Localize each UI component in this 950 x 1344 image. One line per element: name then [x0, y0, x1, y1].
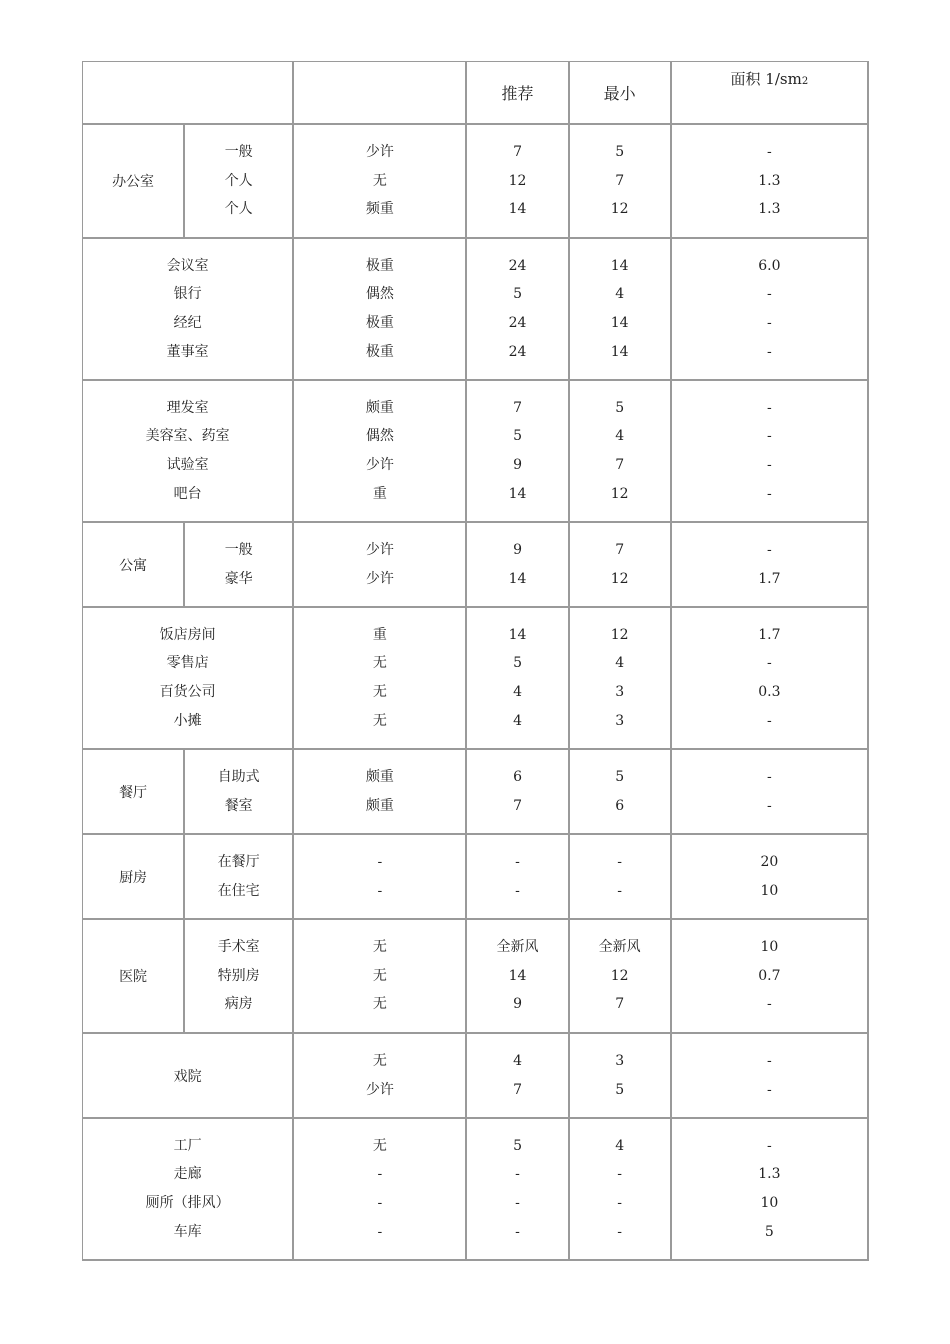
- list-item: 6: [513, 768, 522, 785]
- list-item: 9: [513, 457, 522, 473]
- list-item: 12: [610, 626, 629, 643]
- list-item: 3: [615, 1052, 625, 1069]
- list-item: 7: [615, 172, 625, 189]
- header-row: [83, 62, 869, 125]
- smoking-cell: [294, 239, 467, 381]
- list-item: -: [766, 1052, 772, 1069]
- area-cell: [672, 920, 869, 1034]
- list-item: 重: [372, 626, 387, 643]
- list-item: -: [377, 882, 383, 899]
- list-item: 12: [610, 570, 629, 587]
- item-cell: [185, 523, 294, 608]
- smoking-cell: [294, 608, 467, 750]
- list-item: 自助式: [217, 768, 260, 785]
- list-item: 5: [615, 1081, 625, 1098]
- list-item: 手术室: [217, 939, 260, 956]
- list-item: 无: [372, 655, 387, 672]
- smoking-cell: [294, 750, 467, 835]
- list-item: 14: [610, 257, 629, 274]
- list-item: 餐室: [224, 797, 253, 814]
- recommended-cell: [467, 750, 569, 835]
- list-item: 9: [513, 996, 522, 1013]
- header-area-subscript: 2: [801, 76, 809, 87]
- list-item: -: [515, 882, 520, 899]
- list-item: 董事室: [166, 343, 209, 360]
- table-row: [83, 1034, 869, 1119]
- recommended-cell: [467, 239, 569, 381]
- category-cell: 厨房: [83, 835, 185, 920]
- list-item: 颇重: [365, 797, 394, 814]
- item-cell: [185, 750, 294, 835]
- list-item: -: [766, 428, 772, 445]
- list-item: 颇重: [365, 768, 394, 785]
- list-item: 7: [513, 144, 522, 161]
- recommended-cell: [467, 1119, 569, 1261]
- list-item: 6: [615, 797, 625, 814]
- category-cell: 医院: [83, 920, 185, 1034]
- list-item: 9: [513, 541, 522, 558]
- list-item: 饭店房间: [159, 626, 216, 643]
- list-item: -: [377, 853, 383, 870]
- list-item: 极重: [365, 257, 394, 274]
- list-item: -: [766, 768, 772, 785]
- list-item: 少许: [365, 1081, 394, 1098]
- list-item: 5: [764, 1223, 774, 1240]
- list-item: 1.3: [758, 1166, 781, 1183]
- list-item: 豪华: [224, 570, 253, 587]
- list-item: 4: [615, 428, 625, 445]
- area-cell: [672, 835, 869, 920]
- list-item: 12: [610, 485, 629, 502]
- list-item: 少许: [365, 144, 394, 161]
- list-item: -: [766, 712, 772, 729]
- list-item: 无: [372, 1052, 387, 1069]
- list-item: 重: [372, 485, 387, 502]
- list-item: 5: [615, 144, 625, 161]
- list-item: 7: [513, 797, 522, 814]
- list-item: 5: [615, 768, 625, 785]
- list-item: 极重: [365, 315, 394, 331]
- minimum-cell: [570, 125, 672, 239]
- area-cell: [672, 750, 869, 835]
- list-item: 偶然: [365, 428, 394, 445]
- list-item: 无: [372, 967, 387, 984]
- list-item: 全新风: [598, 939, 641, 956]
- list-item: -: [766, 457, 772, 473]
- list-item: 10: [760, 939, 779, 956]
- list-item: 无: [372, 172, 387, 189]
- list-item: 在住宅: [217, 882, 260, 899]
- recommended-cell: [467, 125, 569, 239]
- smoking-cell: [294, 523, 467, 608]
- header-blank-cell: [294, 62, 467, 125]
- list-item: -: [766, 315, 772, 331]
- item-cell: [185, 835, 294, 920]
- list-item: 无: [372, 684, 387, 700]
- list-item: 1.3: [758, 201, 781, 218]
- list-item: 少许: [365, 570, 394, 587]
- list-item: 极重: [365, 343, 394, 360]
- area-cell: [672, 1034, 869, 1119]
- list-item: 4: [513, 684, 522, 700]
- list-item: 颇重: [365, 399, 394, 416]
- list-item: 频重: [365, 201, 394, 218]
- header-recommended: 推荐: [467, 62, 569, 125]
- list-item: 试验室: [166, 457, 209, 473]
- table-row: [83, 381, 869, 523]
- list-item: 无: [372, 712, 387, 729]
- list-item: 4: [615, 655, 625, 672]
- list-item: -: [617, 1223, 623, 1240]
- smoking-cell: [294, 381, 467, 523]
- list-item: 7: [513, 399, 522, 416]
- list-item: 24: [508, 343, 527, 360]
- list-item: 特别房: [217, 967, 260, 984]
- list-item: -: [766, 1081, 772, 1098]
- area-cell: [672, 523, 869, 608]
- minimum-cell: [570, 835, 672, 920]
- table-row: [83, 608, 869, 750]
- header-area: [672, 62, 869, 125]
- minimum-cell: [570, 1119, 672, 1261]
- list-item: 0.7: [758, 967, 781, 984]
- list-item: 14: [610, 315, 629, 331]
- minimum-cell: [570, 1034, 672, 1119]
- smoking-cell: [294, 835, 467, 920]
- list-item: 吧台: [173, 485, 202, 502]
- list-item: -: [617, 882, 623, 899]
- recommended-cell: [467, 608, 569, 750]
- list-item: -: [617, 1166, 623, 1183]
- list-item: -: [766, 996, 772, 1013]
- list-item: 4: [615, 286, 625, 303]
- item-cell: 戏院: [83, 1034, 294, 1119]
- recommended-cell: [467, 835, 569, 920]
- list-item: -: [617, 1195, 623, 1211]
- smoking-cell: [294, 125, 467, 239]
- ventilation-table: [82, 61, 869, 1261]
- table-row: [83, 523, 869, 608]
- item-cell: [83, 608, 294, 750]
- area-cell: [672, 1119, 869, 1261]
- list-item: 1.7: [758, 570, 781, 587]
- list-item: 5: [615, 399, 625, 416]
- list-item: -: [766, 399, 772, 416]
- list-item: 银行: [173, 286, 202, 303]
- list-item: 14: [508, 570, 527, 587]
- list-item: 厕所（排风）: [145, 1195, 230, 1211]
- item-cell: [83, 381, 294, 523]
- list-item: -: [617, 853, 623, 870]
- list-item: 20: [760, 853, 779, 870]
- list-item: 0.3: [758, 684, 781, 700]
- list-item: 14: [508, 201, 527, 218]
- list-item: 4: [615, 1137, 625, 1154]
- list-item: -: [766, 343, 772, 360]
- list-item: 10: [760, 882, 779, 899]
- list-item: 7: [615, 996, 625, 1013]
- minimum-cell: [570, 523, 672, 608]
- list-item: 5: [513, 655, 522, 672]
- recommended-cell: [467, 523, 569, 608]
- list-item: -: [515, 1195, 520, 1211]
- list-item: -: [515, 1166, 520, 1183]
- list-item: 3: [615, 684, 625, 700]
- table-row: [83, 835, 869, 920]
- list-item: -: [515, 853, 520, 870]
- list-item: -: [766, 144, 772, 161]
- list-item: 14: [508, 485, 527, 502]
- minimum-cell: [570, 608, 672, 750]
- list-item: 12: [610, 967, 629, 984]
- list-item: -: [766, 655, 772, 672]
- header-blank-cell: [83, 62, 294, 125]
- smoking-cell: [294, 1034, 467, 1119]
- area-cell: [672, 125, 869, 239]
- smoking-cell: [294, 920, 467, 1034]
- list-item: -: [766, 485, 772, 502]
- list-item: 10: [760, 1195, 779, 1211]
- smoking-cell: [294, 1119, 467, 1261]
- list-item: 3: [615, 712, 625, 729]
- list-item: 无: [372, 939, 387, 956]
- list-item: -: [766, 541, 772, 558]
- list-item: 6.0: [758, 257, 781, 274]
- list-item: 少许: [365, 457, 394, 473]
- list-item: 14: [508, 626, 527, 643]
- list-item: 会议室: [166, 257, 209, 274]
- list-item: 个人: [224, 201, 253, 218]
- recommended-cell: [467, 381, 569, 523]
- minimum-cell: [570, 239, 672, 381]
- list-item: 24: [508, 315, 527, 331]
- minimum-cell: [570, 750, 672, 835]
- list-item: 5: [513, 428, 522, 445]
- list-item: 一般: [224, 144, 253, 161]
- category-cell: 公寓: [83, 523, 185, 608]
- list-item: 无: [372, 1137, 387, 1154]
- area-cell: [672, 608, 869, 750]
- list-item: 理发室: [166, 399, 209, 416]
- area-cell: [672, 239, 869, 381]
- table-row: [83, 750, 869, 835]
- list-item: 偶然: [365, 286, 394, 303]
- list-item: 小摊: [173, 712, 202, 729]
- minimum-cell: [570, 381, 672, 523]
- item-cell: [83, 1119, 294, 1261]
- category-cell: 餐厅: [83, 750, 185, 835]
- table-row: [83, 125, 869, 239]
- list-item: 7: [615, 541, 625, 558]
- recommended-cell: [467, 1034, 569, 1119]
- list-item: 7: [513, 1081, 522, 1098]
- list-item: 12: [610, 201, 629, 218]
- list-item: 7: [615, 457, 625, 473]
- area-cell: [672, 381, 869, 523]
- list-item: 5: [513, 1137, 522, 1154]
- list-item: -: [766, 797, 772, 814]
- list-item: 1.3: [758, 172, 781, 189]
- list-item: 1.7: [758, 626, 781, 643]
- table-row: [83, 239, 869, 381]
- list-item: 零售店: [166, 655, 209, 672]
- header-area-label: 面积 1/sm: [730, 70, 802, 88]
- table-row: [83, 920, 869, 1034]
- item-cell: [83, 239, 294, 381]
- minimum-cell: [570, 920, 672, 1034]
- list-item: -: [377, 1223, 383, 1240]
- list-item: 24: [508, 257, 527, 274]
- header-minimum: 最小: [570, 62, 672, 125]
- list-item: 走廊: [173, 1166, 202, 1183]
- category-cell: 办公室: [83, 125, 185, 239]
- list-item: 4: [513, 1052, 522, 1069]
- list-item: 美容室、药室: [145, 428, 230, 445]
- item-cell: [185, 125, 294, 239]
- list-item: 无: [372, 996, 387, 1013]
- list-item: 14: [508, 967, 527, 984]
- recommended-cell: [467, 920, 569, 1034]
- list-item: 少许: [365, 541, 394, 558]
- item-cell: [185, 920, 294, 1034]
- list-item: 病房: [224, 996, 253, 1013]
- list-item: 经纪: [173, 315, 202, 331]
- list-item: -: [515, 1223, 520, 1240]
- list-item: 个人: [224, 172, 253, 189]
- list-item: 在餐厅: [217, 853, 260, 870]
- list-item: -: [766, 286, 772, 303]
- list-item: -: [377, 1195, 383, 1211]
- list-item: 百货公司: [159, 684, 216, 700]
- list-item: 一般: [224, 541, 253, 558]
- list-item: 14: [610, 343, 629, 360]
- list-item: 车库: [173, 1223, 202, 1240]
- list-item: 全新风: [496, 939, 539, 956]
- list-item: 12: [508, 172, 527, 189]
- list-item: 工厂: [173, 1137, 202, 1154]
- list-item: 5: [513, 286, 522, 303]
- list-item: -: [377, 1166, 383, 1183]
- table-row: [83, 1119, 869, 1261]
- list-item: 4: [513, 712, 522, 729]
- list-item: -: [766, 1137, 772, 1154]
